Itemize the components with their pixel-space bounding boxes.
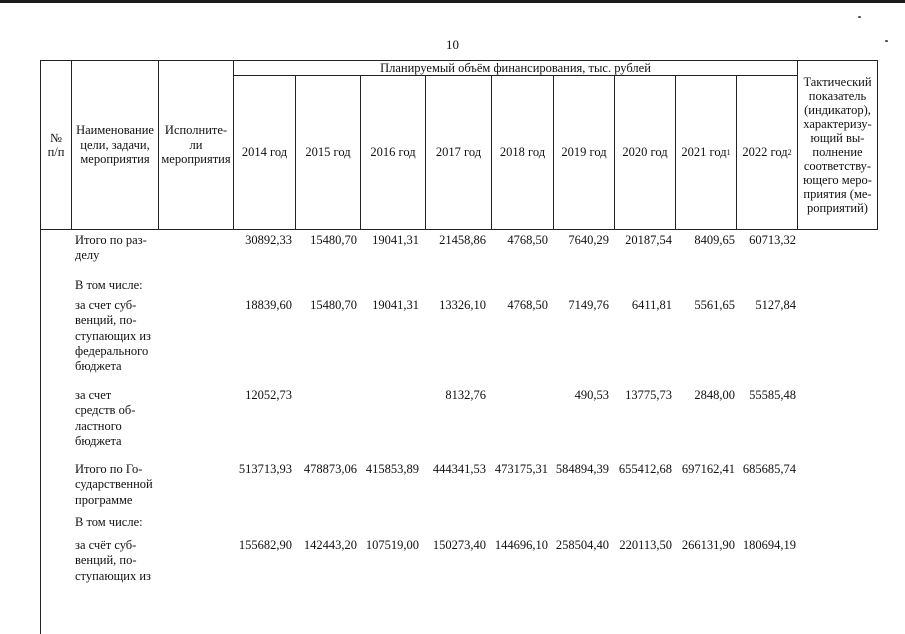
row-name: за счет суб- венций, по- ступающих из федерального бюджета <box>75 298 151 373</box>
header-year-cell <box>614 75 676 230</box>
row-value: 4768,50 <box>507 298 548 312</box>
row-value: 5127,84 <box>755 298 796 312</box>
header-year-label: 2016 год <box>370 145 416 160</box>
header-year-cell: 2021 год 1 <box>675 75 737 230</box>
row-value: 12052,73 <box>245 388 292 402</box>
row-value: 30892,33 <box>245 233 292 247</box>
row-value: 155682,90 <box>238 538 292 552</box>
row-name: за счет средств об- ластного бюджета <box>75 388 136 448</box>
header-indicator-cell <box>797 60 878 230</box>
header-year-label: 2014 год <box>241 145 288 160</box>
row-value: 6411,81 <box>631 298 672 312</box>
header-funding-cell <box>233 60 798 76</box>
row-value: 415853,89 <box>365 462 419 476</box>
header-year-label: 2019 год <box>561 145 607 160</box>
scan-edge-line <box>0 0 905 3</box>
row-value: 55585,48 <box>749 388 796 402</box>
row-value: 21458,86 <box>439 233 486 247</box>
header-year-label: 2015 год <box>305 145 351 160</box>
row-name: Итого по Го- сударственной программе <box>75 462 153 507</box>
header-num-cell <box>40 60 72 230</box>
header-year-cell <box>233 75 296 230</box>
header-year-label: 2021 год <box>681 145 727 160</box>
row-value: 490,53 <box>574 388 609 402</box>
header-year-cell: 2022 год 2 <box>736 75 798 230</box>
header-num-label: № п/п <box>47 130 65 159</box>
header-funding-label: Планируемый объём финансирования, тыс. рублей <box>380 60 651 75</box>
row-value: 513713,93 <box>238 462 292 476</box>
row-value: 19041,31 <box>372 298 419 312</box>
row-value: 144696,10 <box>494 538 548 552</box>
header-year-cell <box>553 75 615 230</box>
row-value: 150273,40 <box>432 538 486 552</box>
row-value: 142443,20 <box>303 538 357 552</box>
row-value: 60713,32 <box>749 233 796 247</box>
header-year-label: 2020 год <box>622 145 668 160</box>
row-value: 8132,76 <box>445 388 486 402</box>
row-value: 473175,31 <box>494 462 548 476</box>
row-name: В том числе: <box>75 515 143 529</box>
row-value: 584894,39 <box>555 462 609 476</box>
row-value: 13326,10 <box>439 298 486 312</box>
row-name: В том числе: <box>75 278 143 292</box>
row-value: 20187,54 <box>625 233 672 247</box>
row-value: 7640,29 <box>568 233 609 247</box>
row-value: 444341,53 <box>432 462 486 476</box>
row-value: 8409,65 <box>694 233 735 247</box>
row-value: 15480,70 <box>310 298 357 312</box>
header-executor-cell <box>158 60 234 230</box>
row-value: 478873,06 <box>303 462 357 476</box>
row-value: 258504,40 <box>555 538 609 552</box>
row-value: 13775,73 <box>625 388 672 402</box>
page-number: 10 <box>446 37 459 52</box>
table-left-border <box>40 229 41 634</box>
header-executor-label: Исполните- ли мероприятия <box>161 123 231 167</box>
row-value: 18839,60 <box>245 298 292 312</box>
header-year-cell <box>295 75 361 230</box>
row-value: 7149,76 <box>568 298 609 312</box>
row-name: за счёт суб- венций, по- ступающих из <box>75 538 151 583</box>
row-value: 220113,50 <box>619 538 672 552</box>
header-year-cell <box>360 75 426 230</box>
header-year-label: 2017 год <box>435 145 482 160</box>
row-value: 19041,31 <box>372 233 419 247</box>
row-value: 266131,90 <box>681 538 735 552</box>
scan-speck <box>858 16 861 18</box>
row-value: 15480,70 <box>310 233 357 247</box>
row-value: 685685,74 <box>742 462 796 476</box>
row-value: 4768,50 <box>507 233 548 247</box>
header-year-cell <box>491 75 554 230</box>
header-year-label: 2022 год <box>742 145 788 160</box>
row-value: 180694,19 <box>742 538 796 552</box>
header-name-cell <box>71 60 159 230</box>
row-value: 697162,41 <box>681 462 735 476</box>
row-value: 5561,65 <box>694 298 735 312</box>
header-name-label: Наименование цели, задачи, мероприятия <box>76 123 154 167</box>
row-value: 655412,68 <box>618 462 672 476</box>
header-year-cell <box>425 75 492 230</box>
row-value: 107519,00 <box>365 538 419 552</box>
header-year-label: 2018 год <box>499 145 546 160</box>
header-indicator-label: Тактический показатель (индикатор), характеризу- ющий вы- полнение соответству- ющего меро- приятия (ме- роприятий) <box>803 75 872 215</box>
row-name: Итого по раз- делу <box>75 233 147 263</box>
row-value: 2848,00 <box>694 388 735 402</box>
